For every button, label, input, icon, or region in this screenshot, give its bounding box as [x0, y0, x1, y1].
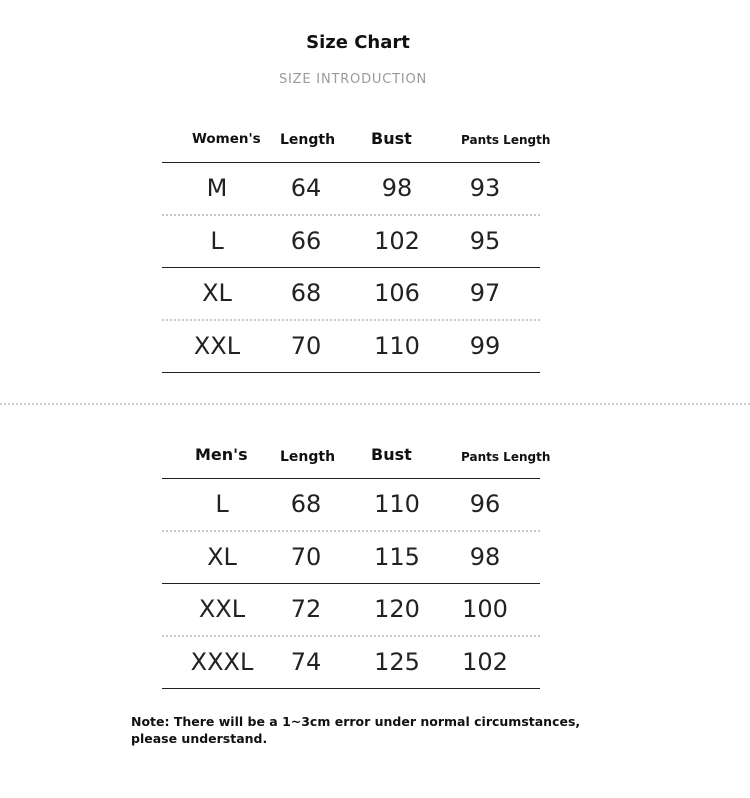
page-title: Size Chart: [306, 32, 410, 53]
error-note: Note: There will be a 1~3cm error under normal circumstances, please understand.: [131, 714, 581, 746]
cell-size: M: [206, 174, 228, 202]
cell-pants-length: 99: [469, 332, 501, 360]
table-row: [162, 216, 540, 267]
divider-line: [162, 372, 540, 373]
table-header: [162, 438, 551, 478]
header-bust: Bust: [371, 129, 412, 148]
table-row: [162, 268, 540, 319]
cell-bust: 98: [381, 174, 413, 202]
divider-line: [162, 688, 540, 689]
cell-pants-length: 98: [469, 543, 501, 571]
cell-size: XL: [202, 279, 232, 307]
cell-bust: 106: [374, 279, 420, 307]
cell-bust: 110: [374, 332, 420, 360]
table-row: [162, 163, 540, 214]
cell-size: XXL: [198, 595, 246, 623]
header-size: Men's: [195, 445, 248, 464]
table-row: [162, 479, 540, 530]
header-length: Length: [280, 132, 336, 148]
cell-size: XL: [207, 543, 237, 571]
cell-pants-length: 100: [462, 595, 508, 623]
cell-length: 72: [290, 595, 322, 623]
cell-bust: 115: [374, 543, 420, 571]
cell-size: L: [215, 490, 229, 518]
cell-pants-length: 96: [469, 490, 501, 518]
mens-size-table: [162, 438, 551, 689]
cell-bust: 120: [374, 595, 420, 623]
cell-pants-length: 95: [469, 227, 501, 255]
header-size: Women's: [192, 131, 261, 147]
cell-bust: 110: [374, 490, 420, 518]
cell-length: 70: [290, 543, 322, 571]
section-divider: [0, 403, 750, 405]
womens-size-table: [162, 122, 551, 373]
header-pants-length: Pants Length: [461, 133, 551, 147]
table-row: [162, 532, 540, 583]
cell-size: XXXL: [190, 648, 254, 676]
header-bust: Bust: [371, 445, 412, 464]
table-row: [162, 321, 540, 372]
cell-bust: 102: [374, 227, 420, 255]
cell-length: 70: [290, 332, 322, 360]
table-row: [162, 637, 540, 688]
table-header: [162, 122, 551, 162]
header-pants-length: Pants Length: [461, 450, 551, 464]
cell-pants-length: 102: [462, 648, 508, 676]
cell-pants-length: 93: [469, 174, 501, 202]
cell-length: 66: [290, 227, 322, 255]
cell-length: 68: [290, 279, 322, 307]
cell-size: L: [210, 227, 224, 255]
cell-bust: 125: [374, 648, 420, 676]
table-row: [162, 584, 540, 635]
cell-length: 68: [290, 490, 322, 518]
cell-length: 64: [290, 174, 322, 202]
page-subtitle: SIZE INTRODUCTION: [278, 72, 428, 87]
header-length: Length: [280, 449, 336, 465]
cell-size: XXL: [193, 332, 241, 360]
cell-pants-length: 97: [469, 279, 501, 307]
cell-length: 74: [290, 648, 322, 676]
